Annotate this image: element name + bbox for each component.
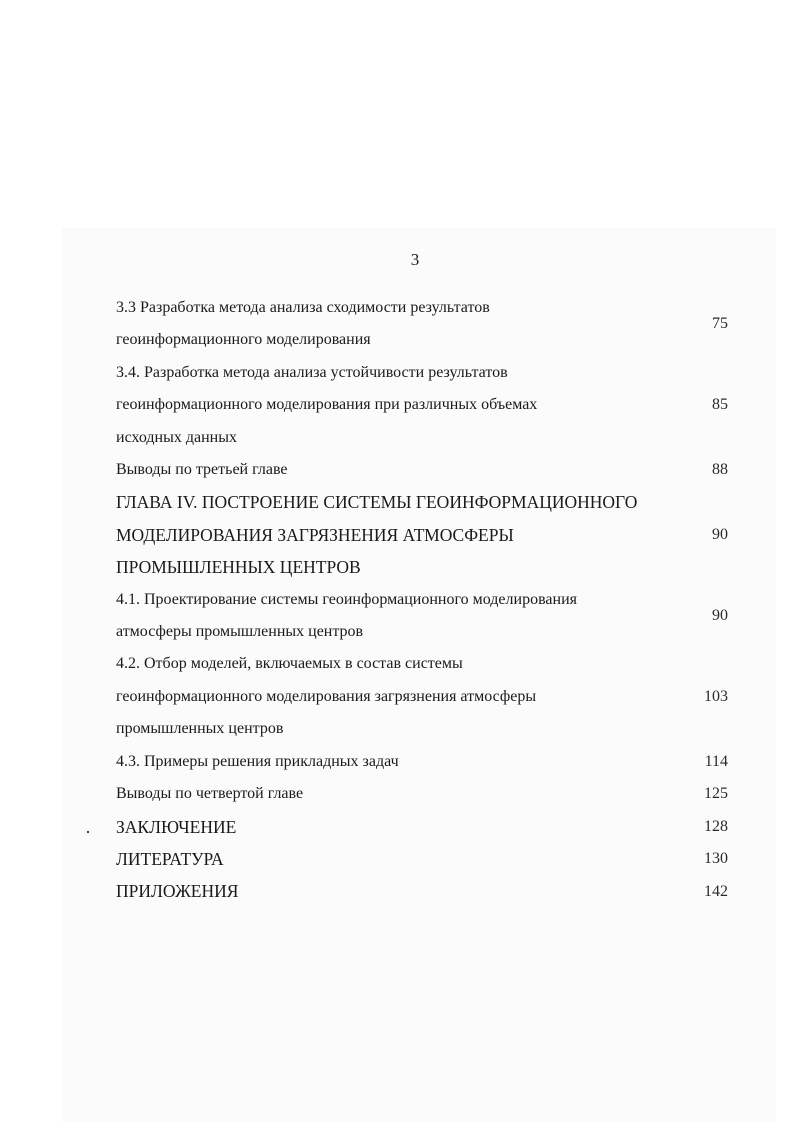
toc-entry-text bbox=[116, 584, 691, 649]
toc-page-number: 142 bbox=[704, 882, 728, 900]
toc-line: ЗАКЛЮЧЕНИЕ bbox=[116, 816, 237, 837]
toc-page-number: 103 bbox=[704, 688, 728, 706]
toc-line: 3.4. Разработка метода анализа устойчивости результатов bbox=[116, 363, 508, 381]
toc-line: Выводы по четвертой главе bbox=[116, 785, 304, 803]
toc-entry-text bbox=[116, 357, 691, 454]
toc-page-number: 125 bbox=[704, 785, 728, 803]
toc-line: ЛИТЕРАТУРА bbox=[116, 848, 224, 869]
toc-line: геоинформационного моделирования загрязнения атмосферы bbox=[116, 687, 537, 705]
page-number: 3 bbox=[410, 250, 420, 269]
scan-speck bbox=[87, 831, 89, 833]
toc-entry-text bbox=[116, 778, 691, 810]
toc-entry-conclusions-3 bbox=[116, 454, 728, 486]
toc-entry-4-1 bbox=[116, 584, 728, 649]
toc-entry-chapter-4 bbox=[116, 486, 728, 583]
toc-line: атмосферы промышленных центров bbox=[116, 623, 364, 641]
toc-line: геоинформационного моделирования при различных объемах bbox=[116, 396, 538, 414]
toc-entry-3-4 bbox=[116, 357, 728, 454]
toc-page-number: 114 bbox=[704, 752, 728, 770]
toc-page-number: 130 bbox=[704, 850, 728, 868]
toc-entry-4-2 bbox=[116, 648, 728, 745]
toc-line: 4.3. Примеры решения прикладных задач bbox=[116, 752, 399, 770]
toc-entry-appendices bbox=[116, 875, 728, 907]
toc-entry-text bbox=[116, 811, 691, 843]
toc-entry-text bbox=[116, 746, 691, 778]
toc-entry-3-3 bbox=[116, 292, 728, 357]
toc-line: промышленных центров bbox=[116, 720, 284, 738]
toc-entry-conclusions-4 bbox=[116, 778, 728, 810]
toc-line: ПРОМЫШЛЕННЫХ ЦЕНТРОВ bbox=[116, 557, 361, 578]
table-of-contents bbox=[116, 292, 728, 908]
toc-entry-text bbox=[116, 292, 691, 357]
toc-line: геоинформационного моделирования bbox=[116, 331, 371, 349]
toc-page-number: 88 bbox=[712, 461, 728, 479]
toc-line: Выводы по третьей главе bbox=[116, 461, 288, 479]
toc-page-number: 90 bbox=[712, 607, 728, 625]
toc-line: МОДЕЛИРОВАНИЯ ЗАГРЯЗНЕНИЯ АТМОСФЕРЫ bbox=[116, 524, 514, 545]
toc-entry-text bbox=[116, 454, 691, 486]
toc-page-number: 128 bbox=[704, 817, 728, 835]
toc-entry-text bbox=[116, 875, 691, 907]
toc-line: исходных данных bbox=[116, 428, 237, 446]
toc-entry-text bbox=[116, 843, 691, 875]
toc-line: ГЛАВА IV. ПОСТРОЕНИЕ СИСТЕМЫ ГЕОИНФОРМАЦИОННОГО bbox=[116, 492, 638, 513]
toc-entry-text bbox=[116, 648, 691, 745]
toc-entry-text bbox=[116, 486, 691, 583]
toc-page-number: 75 bbox=[712, 315, 728, 333]
toc-entry-4-3 bbox=[116, 746, 728, 778]
toc-line: 4.1. Проектирование системы геоинформационного моделирования bbox=[116, 590, 577, 608]
toc-line: ПРИЛОЖЕНИЯ bbox=[116, 881, 239, 902]
toc-entry-literature bbox=[116, 843, 728, 875]
toc-line: 3.3 Разработка метода анализа сходимости результатов bbox=[116, 299, 490, 316]
toc-entry-conclusion bbox=[116, 811, 728, 843]
toc-line: 4.2. Отбор моделей, включаемых в состав системы bbox=[116, 655, 463, 673]
toc-page-number: 85 bbox=[712, 396, 728, 414]
toc-page-number: 90 bbox=[712, 526, 728, 544]
